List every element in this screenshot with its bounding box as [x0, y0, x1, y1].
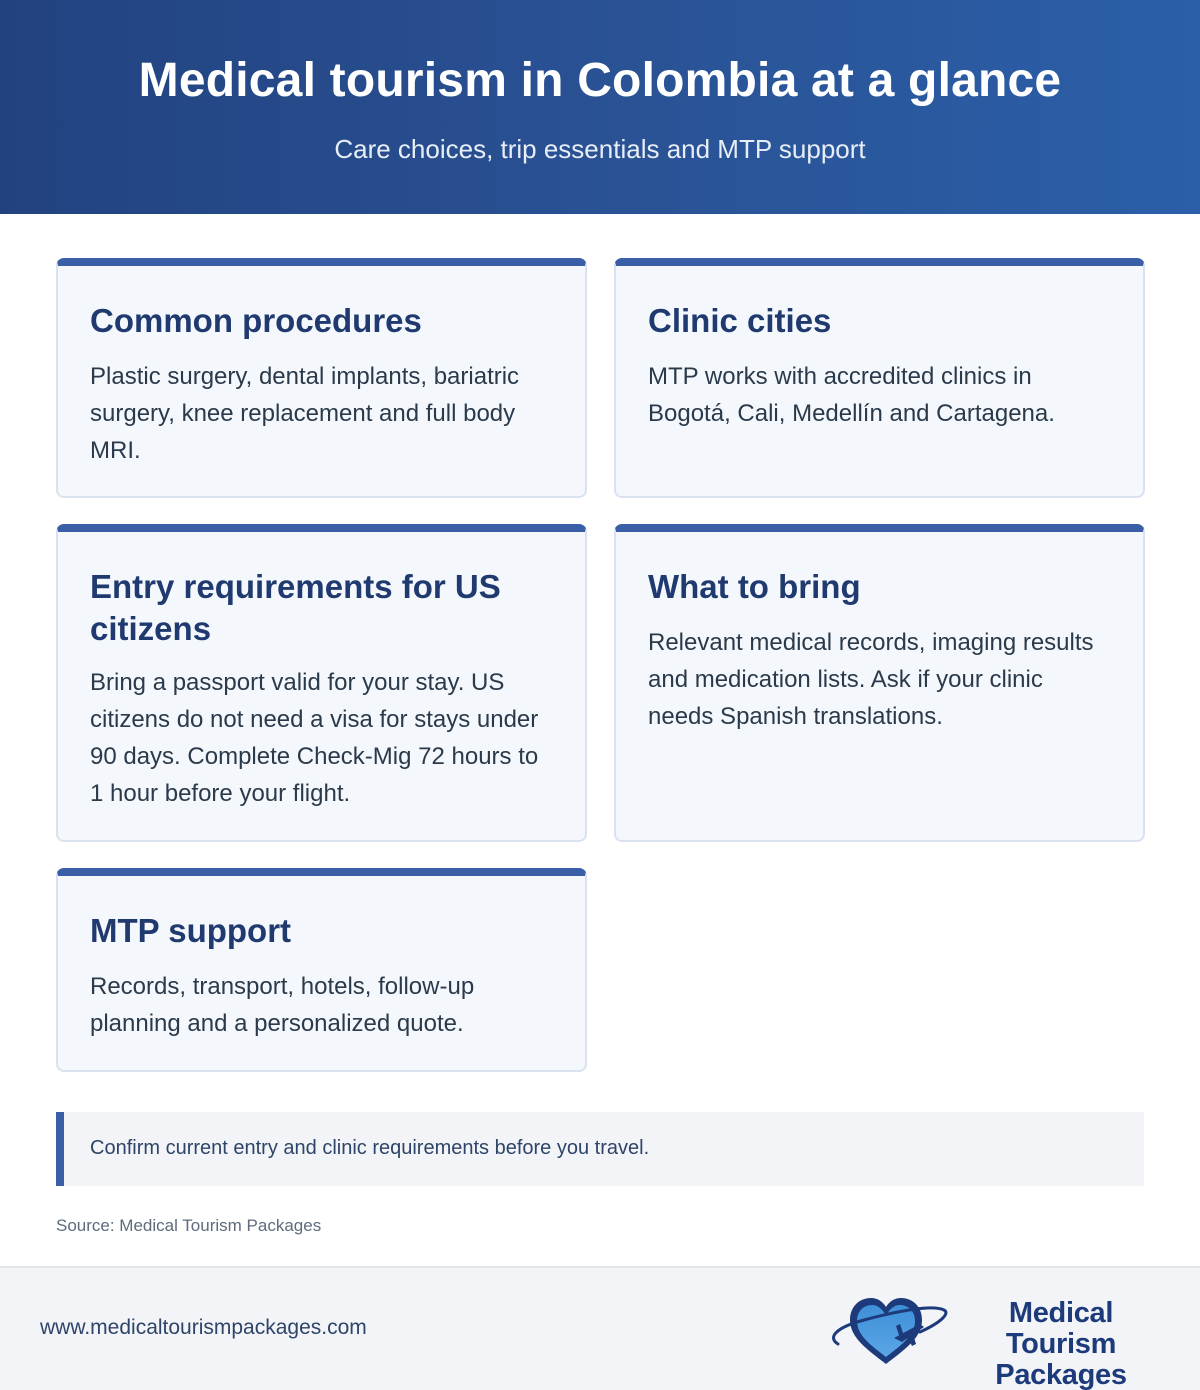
website-url: www.medicaltourismpackages.com: [40, 1316, 367, 1339]
source-credit: Source: Medical Tourism Packages: [56, 1216, 322, 1235]
brand-logo: [824, 1294, 1164, 1390]
page-footer: [0, 1266, 1200, 1390]
card-body: Plastic surgery, dental implants, bariatric surgery, knee replacement and full body MRI.: [90, 363, 520, 464]
page-title: Medical tourism in Colombia at a glance: [138, 54, 1062, 107]
card-common-procedures: [56, 258, 587, 498]
card-title: Clinic cities: [648, 302, 832, 339]
heart-with-airplane-icon: [824, 1294, 954, 1368]
card-body: Relevant medical records, imaging results and medication lists. Ask if your clinic needs Spanish translations.: [648, 629, 1094, 730]
card-entry-requirements: [56, 524, 587, 842]
card-body: MTP works with accredited clinics in Bogotá, Cali, Medellín and Cartagena.: [648, 363, 1055, 427]
card-mtp-support: [56, 868, 587, 1072]
card-body: Bring a passport valid for your stay. US citizens do not need a visa for stays under 90 days. Complete Check-Mig 72 hours to 1 hour before your flight.: [90, 669, 539, 807]
card-clinic-cities: [614, 258, 1145, 498]
card-what-to-bring: [614, 524, 1145, 842]
page-subtitle: Care choices, trip essentials and MTP support: [334, 134, 866, 164]
logo-text-line1: Medical Tourism: [1005, 1297, 1117, 1360]
card-title: MTP support: [90, 912, 292, 949]
logo-text-line2: Packages: [995, 1359, 1127, 1390]
callout-note: Confirm current entry and clinic requirements before you travel.: [56, 1112, 1144, 1186]
card-body: Records, transport, hotels, follow-up planning and a personalized quote.: [90, 973, 475, 1037]
card-title: Common procedures: [90, 302, 422, 339]
page-header: [0, 0, 1200, 214]
card-title: Entry requirements for US citizens: [90, 568, 501, 647]
card-title: What to bring: [648, 568, 861, 605]
